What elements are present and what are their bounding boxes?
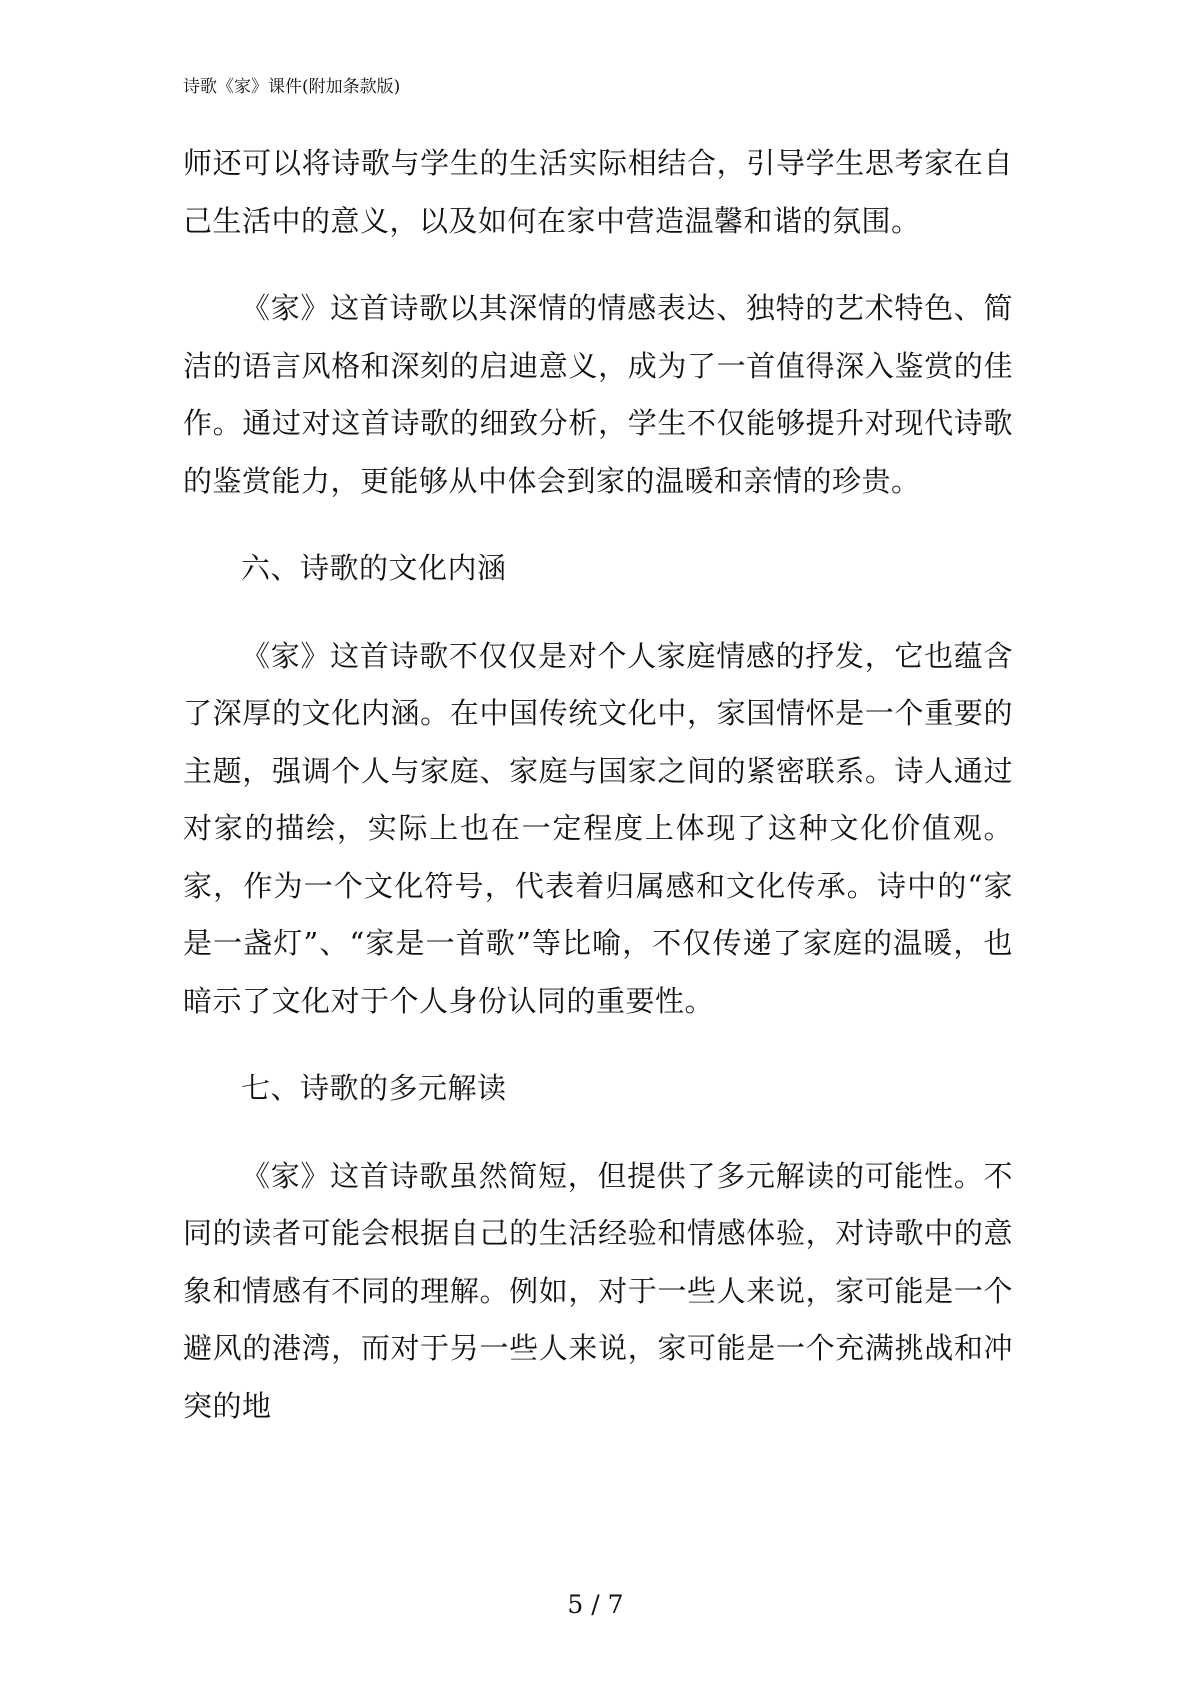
paragraph-summary: 《家》这首诗歌以其深情的情感表达、独特的艺术特色、简洁的语言风格和深刻的启迪意义，成为了一首值得深入鉴赏的佳作。通过对这首诗歌的细致分析，学生不仅能够提升对现代诗歌的鉴赏能力，更能够从中体会到家的温暖和亲情的珍贵。	[183, 291, 1013, 498]
running-header: 诗歌《家》课件(附加条款版)	[183, 77, 401, 97]
document-body	[183, 135, 1013, 1435]
page-number: 5 / 7	[567, 1590, 624, 1619]
section-heading-multiple-interpretations: 七、诗歌的多元解读	[241, 1071, 507, 1105]
section-heading-cultural-connotation: 六、诗歌的文化内涵	[241, 551, 507, 585]
paragraph-continuation: 师还可以将诗歌与学生的生活实际相结合，引导学生思考家在自己生活中的意义，以及如何在家中营造温馨和谐的氛围。	[183, 146, 1013, 238]
paragraph-multiple-interpretations: 《家》这首诗歌虽然简短，但提供了多元解读的可能性。不同的读者可能会根据自己的生活经验和情感体验，对诗歌中的意象和情感有不同的理解。例如，对于一些人来说，家可能是一个避风的港湾，而对于另一些人来说，家可能是一个充满挑战和冲突的地	[183, 1158, 1013, 1423]
paragraph-cultural-connotation: 《家》这首诗歌不仅仅是对个人家庭情感的抒发，它也蕴含了深厚的文化内涵。在中国传统文化中，家国情怀是一个重要的主题，强调个人与家庭、家庭与国家之间的紧密联系。诗人通过对家的描绘，实际上也在一定程度上体现了这种文化价值观。家，作为一个文化符号，代表着归属感和文化传承。诗中的“家是一盏灯”、“家是一首歌”等比喻，不仅传递了家庭的温暖，也暗示了文化对于个人身份认同的重要性。	[183, 638, 1013, 1018]
